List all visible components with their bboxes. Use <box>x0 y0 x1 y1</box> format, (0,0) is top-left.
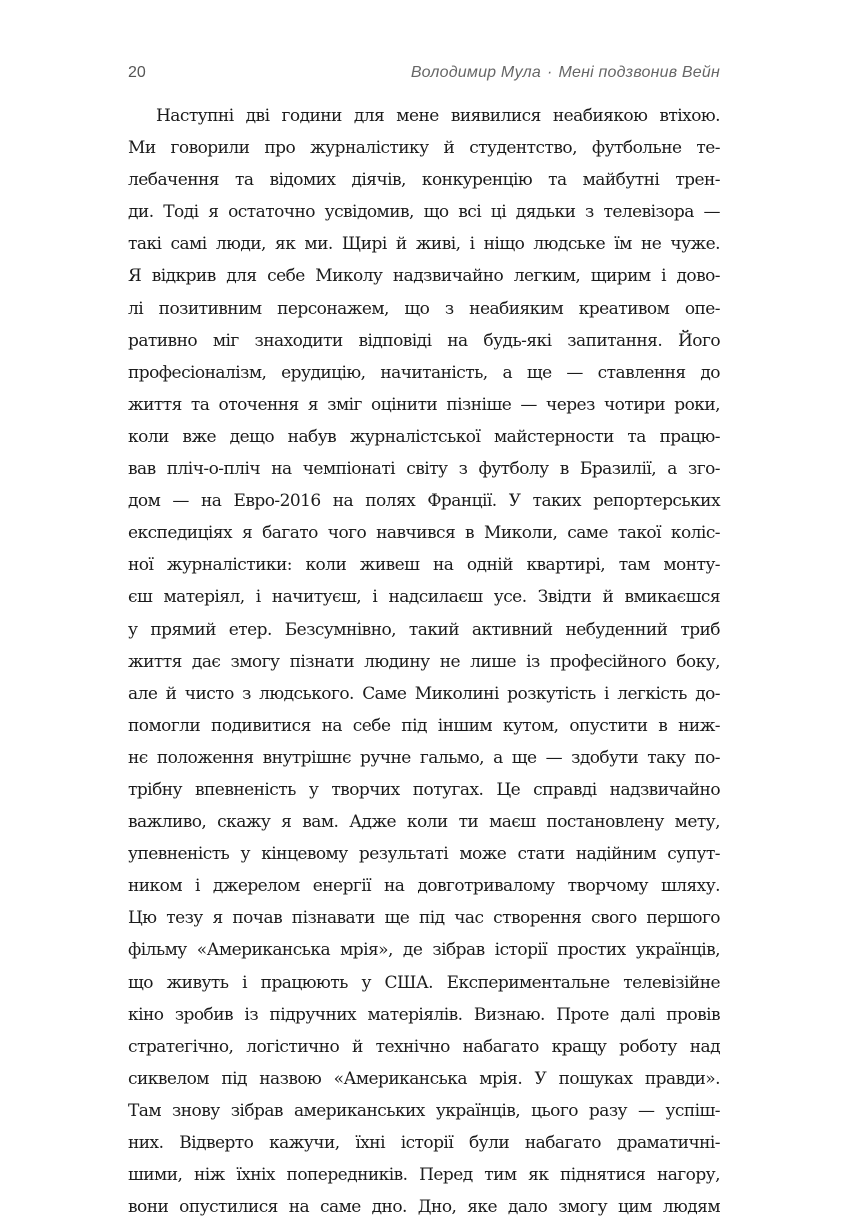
text-line: що живуть і працюють у США. Експериментальне телевізійне <box>128 972 720 993</box>
text-line: кіно зробив із підручних матеріялів. Визнаю. Проте далі провів <box>128 1004 720 1025</box>
text-line: нє положення внутрішнє ручне гальмо, а ще — здобути таку по- <box>128 747 720 768</box>
text-line: сиквелом під назвою «Американська мрія. У пошуках правди». <box>128 1068 720 1089</box>
text-line: вав пліч-о-пліч на чемпіонаті світу з футболу в Бразилії, а зго- <box>128 459 720 480</box>
page-header <box>128 64 720 88</box>
text-line: лі позитивним персонажем, що з неабияким креативом опе- <box>128 298 720 319</box>
text-line: професіоналізм, ерудицію, начитаність, а ще — ставлення до <box>128 362 720 383</box>
text-line: життя дає змогу пізнати людину не лише із професійного боку, <box>128 651 720 672</box>
body-text <box>128 100 720 1223</box>
text-line: ної журналістики: коли живеш на одній квартирі, там монту- <box>128 555 720 576</box>
text-line: упевненість у кінцевому результаті може стати надійним супут- <box>128 844 720 865</box>
text-line: важливо, скажу я вам. Адже коли ти маєш постановлену мету, <box>128 812 720 833</box>
text-line: Цю тезу я почав пізнавати ще під час створення свого першого <box>128 908 720 929</box>
text-line: Там знову зібрав американських українців, цього разу — успіш- <box>128 1100 720 1121</box>
text-line: коли вже дещо набув журналістської майстерности та працю- <box>128 426 720 447</box>
text-line: дом — на Евро-2016 на полях Франції. У таких репортерських <box>128 491 720 512</box>
text-line: у прямий етер. Безсумнівно, такий активний небуденний триб <box>128 619 720 640</box>
text-line: стратегічно, логістично й технічно набагато кращу роботу над <box>128 1036 720 1057</box>
text-line: але й чисто з людського. Саме Миколині розкутість і легкість до- <box>128 683 720 704</box>
text-line: ником і джерелом енергії на довготривалому творчому шляху. <box>128 876 720 897</box>
text-line: лебачення та відомих діячів, конкуренцію та майбутні трен- <box>128 170 720 191</box>
text-line: Наступні дві години для мене виявилися неабиякою втіхою. <box>156 106 720 126</box>
running-head-title: Мені подзвонив Вейн <box>558 64 720 81</box>
text-line: Ми говорили про журналістику й студентство, футбольне те- <box>128 138 720 159</box>
running-head-author: Володимир Мула <box>410 64 541 81</box>
text-line: фільму «Американська мрія», де зібрав історії простих українців, <box>128 940 720 961</box>
text-line: ративно міг знаходити відповіді на будь-які запитання. Його <box>128 330 720 351</box>
text-line: шими, ніж їхніх попередників. Перед тим як піднятися нагору, <box>128 1165 720 1186</box>
page-number: 20 <box>128 64 146 81</box>
text-line: життя та оточення я зміг оцінити пізніше — через чотири роки, <box>128 394 720 415</box>
text-line: такі самі люди, як ми. Щирі й живі, і ніщо людське їм не чуже. <box>128 234 720 255</box>
running-head-separator: · <box>546 64 553 81</box>
text-line: Я відкрив для себе Миколу надзвичайно легким, щирим і дово- <box>128 266 720 287</box>
text-line: вони опустилися на саме дно. Дно, яке дало змогу цим людям <box>128 1197 720 1218</box>
text-line: єш матеріял, і начитуєш, і надсилаєш усе. Звідти й вмикаєшся <box>128 587 720 608</box>
text-line: них. Відверто кажучи, їхні історії були набагато драматичні- <box>128 1133 720 1153</box>
text-line: трібну впевненість у творчих потугах. Це справді надзвичайно <box>128 779 720 800</box>
text-line: ди. Тоді я остаточно усвідомив, що всі ці дядьки з телевізора — <box>128 202 720 223</box>
running-head <box>411 64 720 82</box>
text-line: експедиціях я багато чого навчився в Миколи, саме такої коліс- <box>128 523 720 544</box>
text-line: помогли подивитися на себе під іншим кутом, опустити в ниж- <box>128 715 720 736</box>
